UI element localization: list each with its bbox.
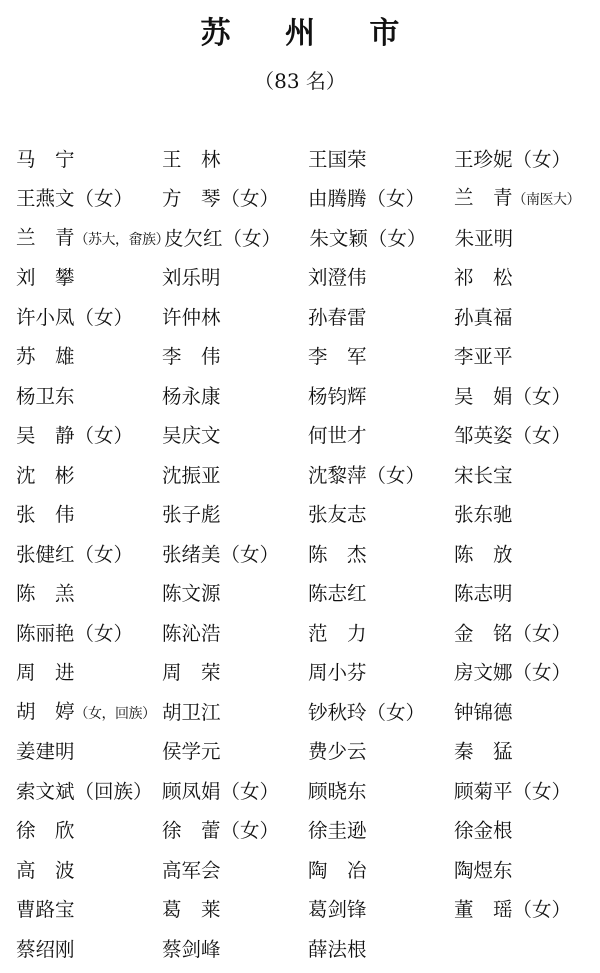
- name-row: [16, 851, 600, 891]
- name-row: [16, 180, 600, 220]
- name-entry: 刘乐明: [162, 266, 221, 290]
- name-row: [16, 219, 600, 259]
- name-entry: 刘 攀: [16, 266, 75, 290]
- name-row: [16, 891, 600, 931]
- name-row: [16, 772, 600, 812]
- name-entry: 陶 冶: [308, 858, 367, 882]
- name-entry: 马 宁: [16, 147, 75, 171]
- name-entry: 兰 青（南医大）: [454, 186, 581, 210]
- name-entry: 何世才: [308, 424, 367, 448]
- name-entry: 孙春雷: [308, 305, 367, 329]
- name-entry: 兰 青（苏大，畲族）: [16, 225, 170, 249]
- name-entry: 范 力: [308, 621, 367, 645]
- name-entry: 许小凤（女）: [16, 305, 134, 329]
- name-row: [16, 417, 600, 457]
- name-entry: 王燕文（女）: [16, 187, 134, 211]
- name-entry: 徐 蕾（女）: [162, 819, 280, 843]
- name-entry: 杨钧辉: [308, 384, 367, 408]
- name-entry: 王国荣: [308, 147, 367, 171]
- name-entry: 沈振亚: [162, 463, 221, 487]
- name-entry: 张友志: [308, 503, 367, 527]
- name-entry: 周 荣: [162, 661, 221, 685]
- name-row: [16, 259, 600, 299]
- name-entry: 周小芬: [308, 661, 367, 685]
- name-entry: 曹路宝: [16, 898, 75, 922]
- name-entry: 徐 欣: [16, 819, 75, 843]
- name-entry: 陈文源: [162, 582, 221, 606]
- name-row: [16, 338, 600, 378]
- name-entry: 刘澄伟: [308, 266, 367, 290]
- name-entry: 沈 彬: [16, 463, 75, 487]
- name-row: [16, 456, 600, 496]
- name-entry: 钟锦德: [454, 700, 513, 724]
- name-entry: 陈志红: [308, 582, 367, 606]
- page-title: 苏 州 市: [200, 16, 422, 51]
- name-entry: 杨卫东: [16, 384, 75, 408]
- name-row: [16, 614, 600, 654]
- name-entry: 房文娜（女）: [454, 661, 572, 685]
- member-count: （83 名）: [254, 69, 346, 93]
- name-row: [16, 377, 600, 417]
- name-entry: 姜建明: [16, 740, 75, 764]
- name-entry: 皮欠红（女）: [164, 226, 282, 250]
- name-entry: 高 波: [16, 858, 75, 882]
- name-entry: 顾凤娟（女）: [162, 779, 280, 803]
- name-entry: 吴 娟（女）: [454, 384, 572, 408]
- name-row: [16, 575, 600, 615]
- name-entry: 许仲林: [162, 305, 221, 329]
- name-entry: 由腾腾（女）: [308, 187, 426, 211]
- name-entry: 董 瑶（女）: [454, 898, 572, 922]
- name-entry: 王 林: [162, 147, 221, 171]
- name-entry: 李 伟: [162, 345, 221, 369]
- name-entry: 陈志明: [454, 582, 513, 606]
- name-entry: 胡 婷（女，回族）: [16, 699, 156, 723]
- name-entry: 顾菊平（女）: [454, 779, 572, 803]
- name-row: [16, 812, 600, 852]
- name-entry: 侯学元: [162, 740, 221, 764]
- name-entry: 王珍妮（女）: [454, 147, 572, 171]
- name-entry: 薛法根: [308, 937, 367, 961]
- name-entry: 索文斌（回族）: [16, 779, 153, 803]
- name-entry: 邹英姿（女）: [454, 424, 572, 448]
- name-entry: 高军会: [162, 858, 221, 882]
- name-entry: 陈 杰: [308, 542, 367, 566]
- name-row: [16, 693, 600, 733]
- name-entry: 顾晓东: [308, 779, 367, 803]
- name-entry: 沈黎萍（女）: [308, 463, 426, 487]
- name-entry: 李亚平: [454, 345, 513, 369]
- name-entry: 秦 猛: [454, 740, 513, 764]
- name-entry: 张东驰: [454, 503, 513, 527]
- name-entry: 葛剑锋: [308, 898, 367, 922]
- name-entry: 葛 莱: [162, 898, 221, 922]
- name-entry: 朱文颖（女）: [309, 226, 427, 250]
- name-entry: 宋长宝: [454, 463, 513, 487]
- name-entry: 胡卫江: [162, 700, 221, 724]
- name-entry: 吴庆文: [162, 424, 221, 448]
- name-row: [16, 733, 600, 773]
- name-entry: 陶煜东: [454, 858, 513, 882]
- name-entry: 方 琴（女）: [162, 187, 280, 211]
- name-entry: 陈丽艳（女）: [16, 621, 134, 645]
- name-row: [16, 140, 600, 180]
- name-row: [16, 298, 600, 338]
- name-entry: 杨永康: [162, 384, 221, 408]
- name-entry: 蔡剑峰: [162, 937, 221, 961]
- name-entry: 张绪美（女）: [162, 542, 280, 566]
- name-entry: 祁 松: [454, 266, 513, 290]
- name-row: [16, 930, 600, 970]
- name-entry: 陈沁浩: [162, 621, 221, 645]
- name-entry: 张子彪: [162, 503, 221, 527]
- name-entry: 李 军: [308, 345, 367, 369]
- name-row: [16, 496, 600, 536]
- name-entry: 周 进: [16, 661, 75, 685]
- name-entry: 钞秋玲（女）: [308, 700, 426, 724]
- name-entry: 张 伟: [16, 503, 75, 527]
- name-entry: 张健红（女）: [16, 542, 134, 566]
- name-entry: 陈 羔: [16, 582, 75, 606]
- name-row: [16, 535, 600, 575]
- name-entry: 金 铭（女）: [454, 621, 572, 645]
- name-entry: 苏 雄: [16, 345, 75, 369]
- name-entry: 朱亚明: [454, 226, 514, 250]
- name-entry: 陈 放: [454, 542, 513, 566]
- name-entry: 吴 静（女）: [16, 424, 134, 448]
- name-row: [16, 654, 600, 694]
- name-list: [16, 140, 600, 970]
- name-entry: 蔡绍刚: [16, 937, 75, 961]
- name-entry: 费少云: [308, 740, 367, 764]
- name-entry: 徐圭逊: [308, 819, 367, 843]
- name-entry: 徐金根: [454, 819, 513, 843]
- name-entry: 孙真福: [454, 305, 513, 329]
